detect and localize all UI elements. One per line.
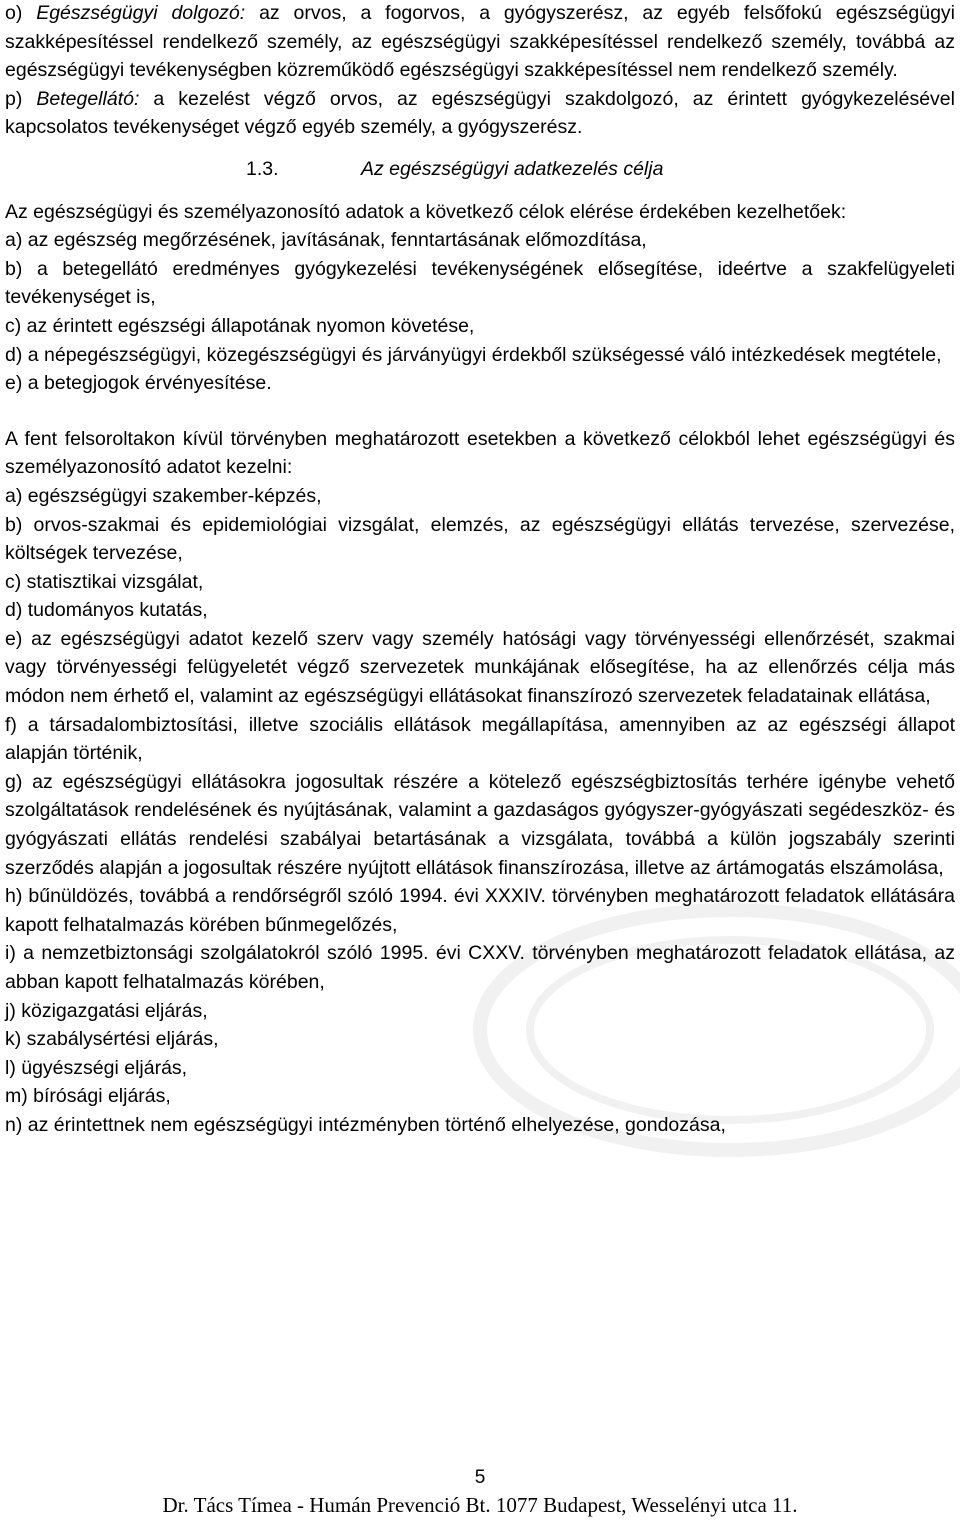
purpose-item-d: d) a népegészségügyi, közegészségügyi és járványügyi érdekből szükségessé váló intézkedések megtétele, [5, 343, 942, 366]
document-page [5, 0, 955, 1140]
purpose-item-b: b) a betegellátó eredményes gyógykezelési tevékenységének elősegítése, ideértve a szakfelügyeleti tevékenységet is, [5, 257, 955, 309]
definition-o [5, 0, 955, 85]
other-purpose-item-f: f) a társadalombiztosítási, illetve szociális ellátások megállapítása, amennyiben az az egészségi állapot alapján történik, [5, 713, 955, 765]
other-purpose-item-n: n) az érintettnek nem egészségügyi intézményben történő elhelyezése, gondozása, [5, 1113, 726, 1136]
purpose-item-a: a) az egészség megőrzésének, javításának, fenntartásának előmozdítása, [5, 229, 647, 252]
definition-o-label: o) [5, 2, 23, 24]
definition-p-label: p) [5, 87, 23, 110]
other-purpose-item-b: b) orvos-szakmai és epidemiológiai vizsgálat, elemzés, az egészségügyi ellátás tervezése, szervezése, költségek tervezése, [5, 513, 955, 565]
section-title: Az egészségügyi adatkezelés célja [361, 157, 664, 180]
definition-o-term: Egészségügyi dolgozó: [36, 2, 246, 24]
other-purpose-item-m: m) bírósági eljárás, [5, 1085, 171, 1108]
definition-p-text: a kezelést végző orvos, az egészségügyi szakdolgozó, az érintett gyógykezelésével kapcsolatos tevékenységet végző egyéb személy, a gyógyszerész. [5, 87, 955, 139]
other-purpose-item-h: h) bűnüldözés, továbbá a rendőrségről szóló 1994. évi XXXIV. törvényben meghatározott feladatok ellátására kapott felhatalmazás körében bűnmegelőzés, [5, 885, 955, 936]
purposes-intro: Az egészségügyi és személyazonosító adatok a következő célok elérése érdekében kezelhetőek: [5, 200, 847, 223]
other-purpose-item-d: d) tudományos kutatás, [5, 599, 208, 622]
purpose-item-e: e) a betegjogok érvényesítése. [5, 372, 272, 395]
other-purposes-intro: A fent felsoroltakon kívül törvényben meghatározott esetekben a következő célokból lehet egészségügyi és személyazonosító adatot kezelni: [5, 427, 955, 479]
page-number: 5 [474, 1467, 486, 1488]
section-heading [5, 155, 955, 184]
other-purpose-item-a: a) egészségügyi szakember-képzés, [5, 484, 322, 507]
other-purpose-item-c: c) statisztikai vizsgálat, [5, 570, 204, 593]
definition-p [5, 85, 955, 142]
paragraph-gap [5, 398, 955, 425]
section-number: 1.3. [246, 157, 279, 180]
definition-o-text: az orvos, a fogorvos, a gyógyszerész, az egyéb felsőfokú egészségügyi szakképesítéssel rendelkező személy, az egészségügyi szakképesítéssel rendelkező személy, továbbá az egészségügyi tevékenységben közreműködő egészségügyi szakképesítéssel nem rendelkező személy. [5, 2, 955, 82]
other-purpose-item-k: k) szabálysértési eljárás, [5, 1028, 219, 1051]
other-purpose-item-e: e) az egészségügyi adatot kezelő szerv vagy személy hatósági vagy törvényességi ellenőrzését, szakmai vagy törvényességi felügyeletét végző szervezetek munkájának elősegítése, ha az ellenőrzés célja más módon nem érhető el, valamint az egészségügyi ellátásokat finanszírozó szervezetek feladatainak ellátása, [5, 627, 955, 708]
other-purpose-item-g: g) az egészségügyi ellátásokra jogosultak részére a kötelező egészségbiztosítás terhére igénybe vehető szolgáltatások rendelésének és nyújtásának, valamint a gazdaságos gyógyszer-gyógyászati segédeszköz- és gyógyászati ellátás rendelési szabályai betartásának a vizsgálata, továbbá a külön jogszabály szerinti szerződés alapján a jogosultak részére nyújtott ellátások finanszírozása, illetve az ártámogatás elszámolása, [5, 770, 955, 879]
other-purpose-item-l: l) ügyészségi eljárás, [5, 1056, 188, 1079]
other-purpose-item-i: i) a nemzetbiztonsági szolgálatokról szóló 1995. évi CXXV. törvényben meghatározott feladatok ellátása, az abban kapott felhatalmazás körében, [5, 942, 955, 993]
purpose-item-c: c) az érintett egészségi állapotának nyomon követése, [5, 314, 475, 337]
other-purpose-item-j: j) közigazgatási eljárás, [5, 999, 208, 1022]
footer-text: Dr. Tács Tímea - Humán Prevenció Bt. 1077 Budapest, Wesselényi utca 11. [162, 1493, 798, 1517]
definition-p-term: Betegellátó: [36, 87, 140, 110]
